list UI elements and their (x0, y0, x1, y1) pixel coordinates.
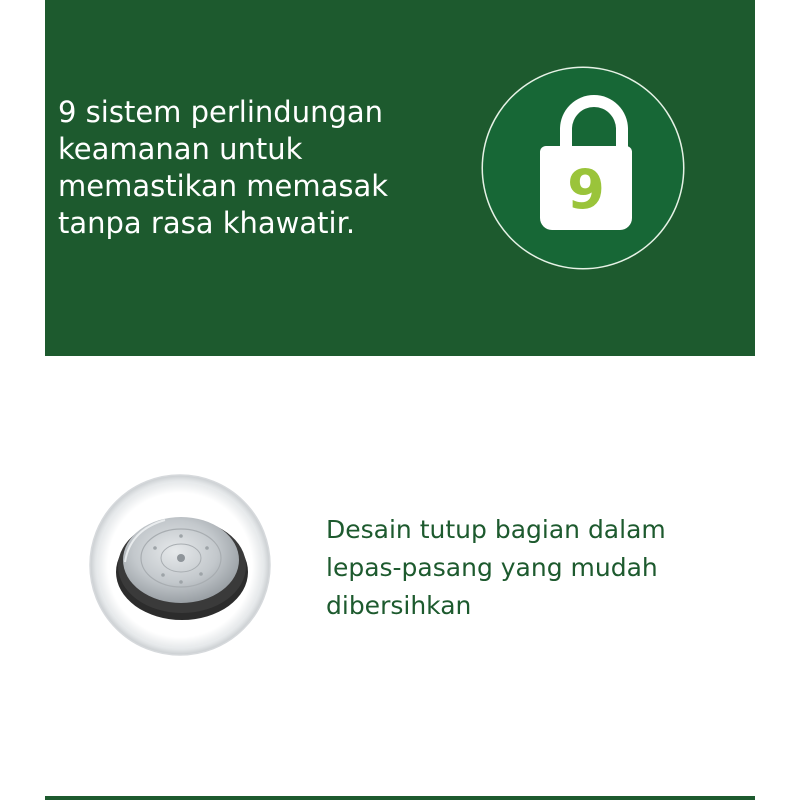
lid-headline: Desain tutup bagian dalam lepas-pasang yang mudah dibersihkan (326, 515, 666, 620)
lock-number: 9 (567, 158, 605, 221)
inner-lid-image (85, 470, 275, 660)
safety-headline: 9 sistem perlindungan keamanan untuk memastikan memasak tanpa rasa khawatir. (58, 95, 389, 240)
bottom-banner-edge (45, 796, 755, 800)
